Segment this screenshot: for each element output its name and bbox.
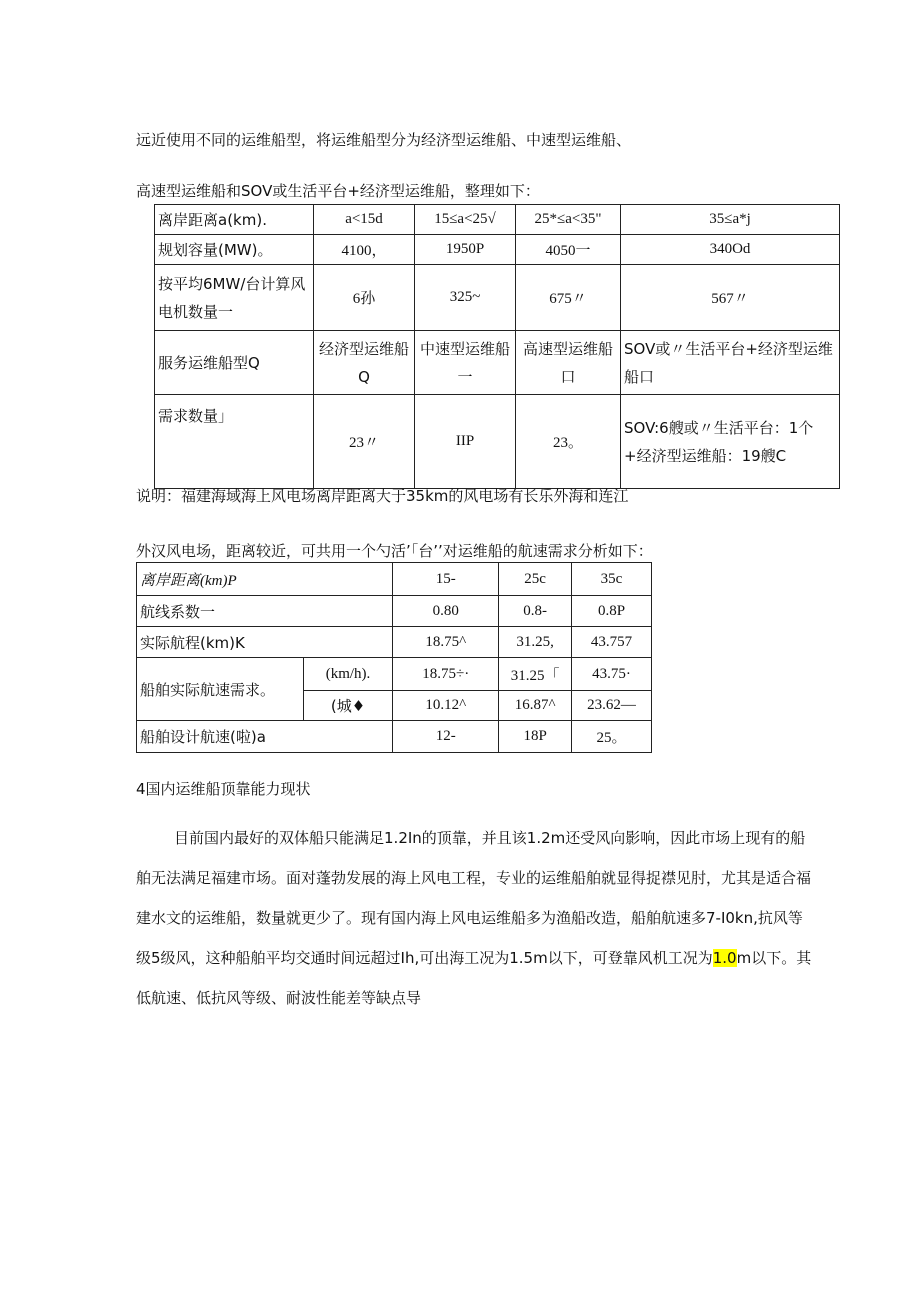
t2-r2-c2: 0.80	[393, 596, 499, 627]
t1-r3-c4: 675〃	[516, 265, 621, 331]
t2-r4-c3: 31.25「	[499, 658, 572, 691]
t2-r4-unit1: (km/h).	[303, 658, 392, 691]
body-text-tail: m以下。其低航速、低抗风等级、耐波性能差等缺点导	[136, 949, 812, 1007]
highlighted-value: 1.0	[712, 949, 737, 967]
t2-r2-c3: 0.8-	[499, 596, 572, 627]
t1-r5-c3: IIP	[415, 395, 516, 489]
t2-r6-c1: 船舶设计航速(啦)a	[137, 721, 393, 753]
t1-r1-c3: 15≤a<25√	[415, 205, 516, 235]
t2-r1-c4: 35c	[571, 563, 651, 596]
t2-r5-c4: 23.62—	[571, 691, 651, 721]
t2-r4-c2: 18.75÷·	[393, 658, 499, 691]
t2-r6-c4: 25。	[571, 721, 651, 753]
t1-r2-c5: 340Od	[621, 235, 840, 265]
t2-r3-c3: 31.25,	[499, 627, 572, 658]
t2-r1-c3: 25c	[499, 563, 572, 596]
t2-r6-c2: 12-	[393, 721, 499, 753]
t1-r3-c5: 567〃	[621, 265, 840, 331]
t1-r2-c3: 1950P	[415, 235, 516, 265]
t1-r1-c2: a<15d	[314, 205, 415, 235]
t1-r5-c1: 需求数量」	[155, 395, 314, 489]
t2-r2-c4: 0.8P	[571, 596, 651, 627]
body-text: 目前国内最好的双体船只能满足1.2In的顶靠，并且该1.2m还受风向影响，因此市场上现有的船舶无法满足福建市场。面对蓬勃发展的海上风电工程，专业的运维船舶就显得捉襟见肘，尤其是适合福建水文的运维船，数量就更少了。现有国内海上风电运维船多为渔船改造，船舶航速多7-I0kn,抗风等级5级风，这种船舶平均交通时间远超过Ih,可出海工况为1.5m以下，可登靠风机工况为	[136, 829, 812, 967]
t2-r2-c1: 航线系数一	[137, 596, 393, 627]
t1-r2-c2: 4100，	[314, 235, 415, 265]
t2-r3-c2: 18.75^	[393, 627, 499, 658]
t1-r2-c4: 4050一	[516, 235, 621, 265]
t1-r5-c4: 23。	[516, 395, 621, 489]
t2-r4-c4: 43.75·	[571, 658, 651, 691]
intro-line-1: 远近使用不同的运维船型，将运维船型分为经济型运维船、中速型运维船、	[136, 131, 632, 149]
vessel-type-table	[154, 204, 840, 489]
t2-r4-label: 船舶实际航速需求。	[137, 658, 304, 721]
t1-r5-c2: 23〃	[314, 395, 415, 489]
t1-r3-c2: 6孙	[314, 265, 415, 331]
body-paragraph	[136, 818, 816, 1018]
t2-r1-c2: 15-	[393, 563, 499, 596]
t1-r3-c3: 325~	[415, 265, 516, 331]
t1-r2-c1: 规划容量(MW)。	[155, 235, 314, 265]
t1-r1-c5: 35≤a*j	[621, 205, 840, 235]
t1-r4-c3: 中速型运维船一	[415, 331, 516, 395]
t2-r3-c4: 43.757	[571, 627, 651, 658]
intro-line-2: 高速型运维船和SOV或生活平台+经济型运维船，整理如下：	[136, 182, 540, 200]
section-heading: 4国内运维船顶靠能力现状	[136, 780, 311, 798]
t1-r4-c1: 服务运维船型Q	[155, 331, 314, 395]
t1-r4-c2: 经济型运维船Q	[314, 331, 415, 395]
t2-r1-c1: 离岸距离(km)P	[137, 563, 393, 596]
t1-r5-c5: SOV:6艘或〃生活平台：1个+经济型运维船：19艘C	[621, 395, 840, 489]
t1-r3-c1: 按平均6MW/台计算风电机数量一	[155, 265, 314, 331]
t2-r4-unit2: (城♦	[303, 691, 392, 721]
t1-r1-c4: 25*≤a<35"	[516, 205, 621, 235]
t2-r5-c3: 16.87^	[499, 691, 572, 721]
note-line-2: 外汉风电场，距离较近，可共用一个勺活’「台’’对运维船的航速需求分析如下：	[136, 542, 653, 560]
speed-analysis-table	[136, 562, 652, 753]
t1-r4-c5: SOV或〃生活平台+经济型运维船口	[621, 331, 840, 395]
t2-r3-c1: 实际航程(km)K	[137, 627, 393, 658]
t2-r5-c2: 10.12^	[393, 691, 499, 721]
t1-r1-c1: 离岸距离a(km).	[155, 205, 314, 235]
t2-r6-c3: 18P	[499, 721, 572, 753]
note-line-1: 说明：福建海域海上风电场离岸距离大于35km的风电场有长乐外海和连江	[136, 487, 629, 505]
t1-r4-c4: 高速型运维船口	[516, 331, 621, 395]
